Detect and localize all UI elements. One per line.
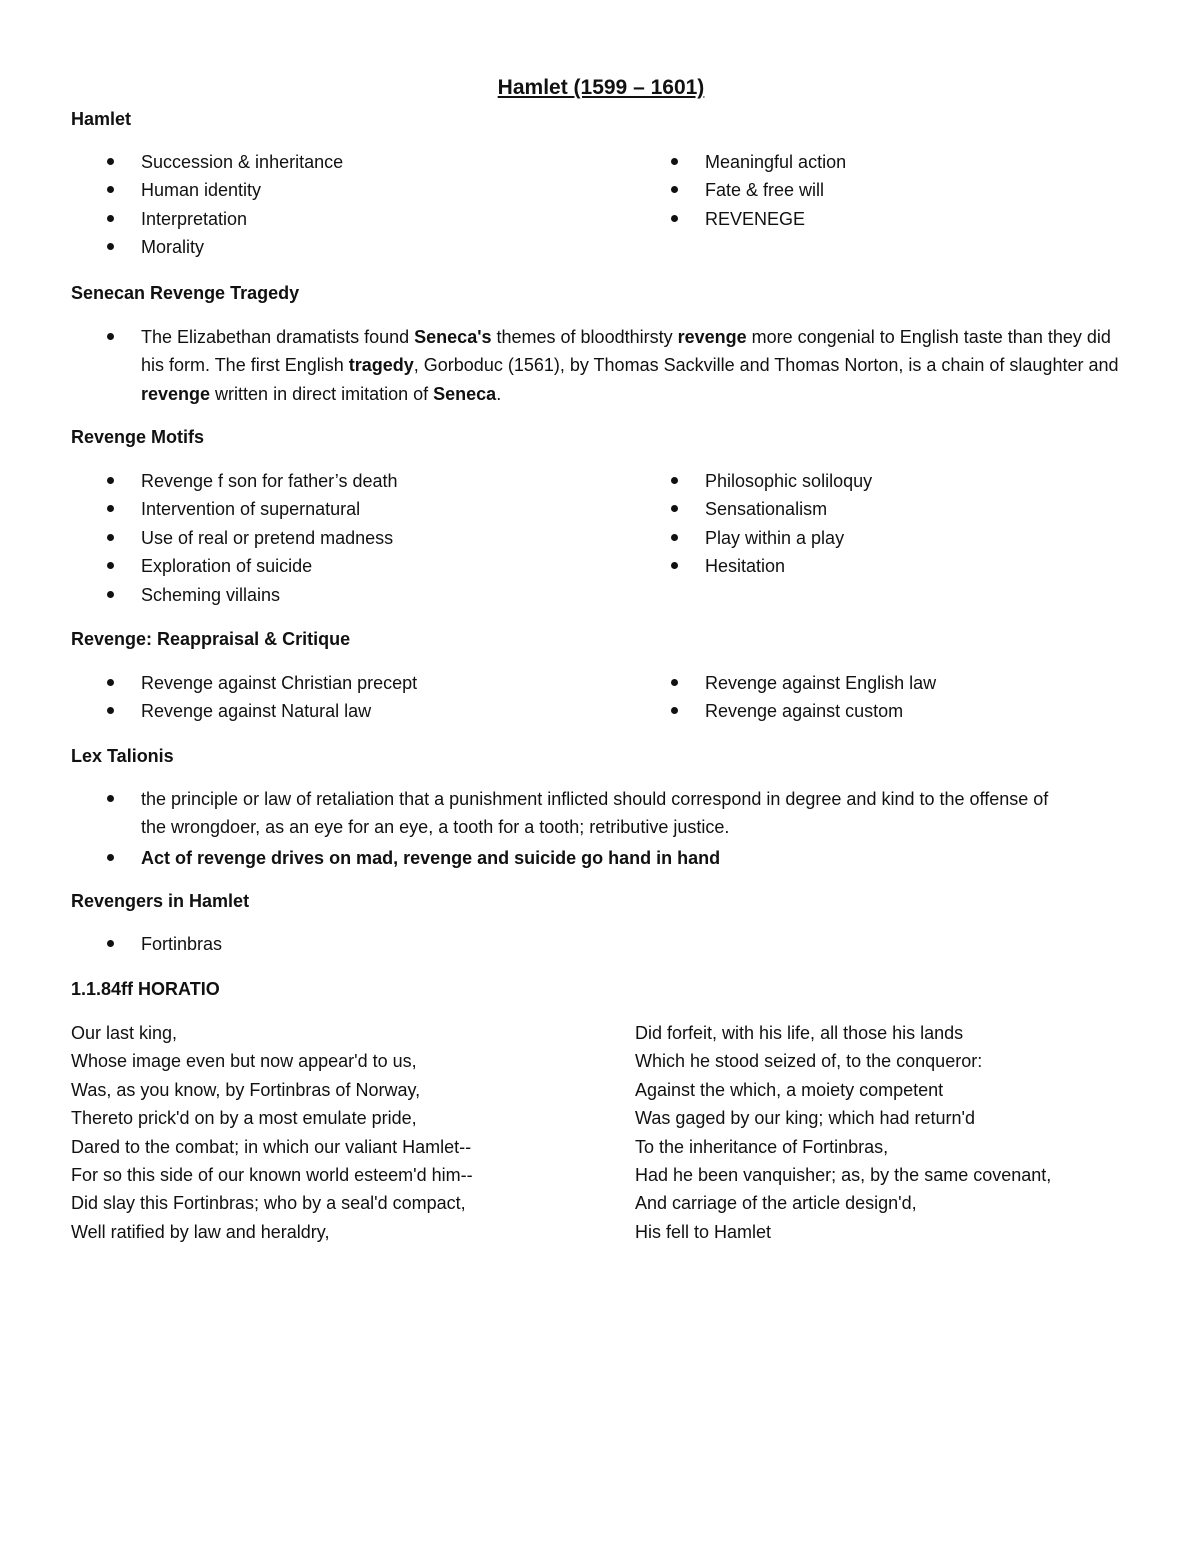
motifs-left: [71, 467, 631, 609]
bold-run: Seneca's: [414, 327, 492, 347]
verse-line: Thereto prick'd on by a most emulate pride,: [71, 1108, 417, 1129]
verse-line: Our last king,: [71, 1023, 178, 1043]
list-item: Human identity: [71, 176, 631, 204]
verse-line: Against the which, a moiety competent: [635, 1079, 944, 1100]
text-run: written in direct imitation of: [210, 383, 434, 404]
verse-line: Did slay this Fortinbras; who by a seal'd compact,: [71, 1193, 466, 1214]
list-item: Meaningful action: [635, 148, 1131, 176]
senecan-list: [71, 323, 1131, 408]
text-run: themes of bloodthirsty: [491, 327, 678, 347]
revengers-list: [71, 930, 631, 958]
list-item: Revenge against custom: [635, 697, 1131, 725]
bold-run: tragedy: [348, 355, 414, 376]
list-item: Sensationalism: [635, 495, 1131, 523]
verse-line: Whose image even but now appear'd to us,: [71, 1051, 417, 1072]
motifs-right: [635, 467, 1131, 581]
bold-run: revenge: [677, 327, 747, 347]
list-item: Exploration of suicide: [71, 552, 631, 580]
page-title: Hamlet (1599 – 1601): [497, 76, 705, 99]
list-item: Morality: [71, 233, 631, 261]
list-item: Revenge against Christian precept: [71, 669, 631, 697]
section-heading-senecan: Senecan Revenge Tragedy: [71, 283, 300, 303]
verse-line: Did forfeit, with his life, all those his lands: [635, 1023, 964, 1043]
list-item: Play within a play: [635, 524, 1131, 552]
critique-right: [635, 669, 1131, 726]
horatio-verse-left: [71, 1019, 473, 1246]
list-item: Interpretation: [71, 205, 631, 233]
text-run: more congenial to English taste than they did his form. The first English: [141, 327, 1111, 376]
list-item: Hesitation: [635, 552, 1131, 580]
list-item: Revenge against Natural law: [71, 697, 631, 725]
list-item: the principle or law of retaliation that a punishment inflicted should correspond in degree and kind to the offense of the wrongdoer, as an eye for an eye, a tooth for a tooth; retributive justice.: [71, 785, 1131, 842]
verse-line: His fell to Hamlet: [635, 1221, 772, 1242]
senecan-paragraph: [71, 323, 1131, 408]
hamlet-themes-left: [71, 148, 631, 262]
text-run: The Elizabethan dramatists found: [141, 327, 415, 347]
text-run: .: [496, 383, 502, 404]
section-heading-lex: Lex Talionis: [71, 746, 174, 766]
bold-run: revenge: [141, 383, 211, 404]
verse-line: Dared to the combat; in which our valiant Hamlet--: [71, 1136, 472, 1157]
lex-list: [71, 785, 1131, 872]
verse-line: Was gaged by our king; which had return'd: [635, 1108, 975, 1129]
verse-line: And carriage of the article design'd,: [635, 1193, 917, 1214]
bold-run: Seneca: [433, 383, 497, 404]
verse-line: Had he been vanquisher; as, by the same covenant,: [635, 1165, 1052, 1186]
verse-line: Which he stood seized of, to the conqueror:: [635, 1051, 983, 1072]
hamlet-themes-right: [635, 148, 1131, 233]
verse-line: Was, as you know, by Fortinbras of Norway,: [71, 1079, 421, 1100]
verse-line: For so this side of our known world esteem'd him--: [71, 1165, 473, 1186]
horatio-verse-right: [635, 1019, 1051, 1246]
list-item: Revenge against English law: [635, 669, 1131, 697]
section-heading-revengers: Revengers in Hamlet: [71, 891, 250, 911]
list-item: Fate & free will: [635, 176, 1131, 204]
section-heading-horatio: 1.1.84ff HORATIO: [71, 979, 220, 999]
list-item: Intervention of supernatural: [71, 495, 631, 523]
section-heading-motifs: Revenge Motifs: [71, 427, 205, 447]
text-run: , Gorboduc (1561), by Thomas Sackville and Thomas Norton, is a chain of slaughter and: [413, 355, 1119, 376]
critique-left: [71, 669, 631, 726]
verse-line: Well ratified by law and heraldry,: [71, 1221, 330, 1242]
list-item: Use of real or pretend madness: [71, 524, 631, 552]
list-item: Fortinbras: [71, 930, 631, 958]
section-heading-hamlet: Hamlet: [71, 109, 132, 129]
list-item: Scheming villains: [71, 581, 631, 609]
section-heading-critique: Revenge: Reappraisal & Critique: [71, 629, 351, 649]
verse-line: To the inheritance of Fortinbras,: [635, 1136, 889, 1157]
list-item: Act of revenge drives on mad, revenge and suicide go hand in hand: [71, 844, 1131, 872]
list-item: Succession & inheritance: [71, 148, 631, 176]
list-item: Philosophic soliloquy: [635, 467, 1131, 495]
list-item: REVENEGE: [635, 205, 1131, 233]
list-item: Revenge f son for father’s death: [71, 467, 631, 495]
